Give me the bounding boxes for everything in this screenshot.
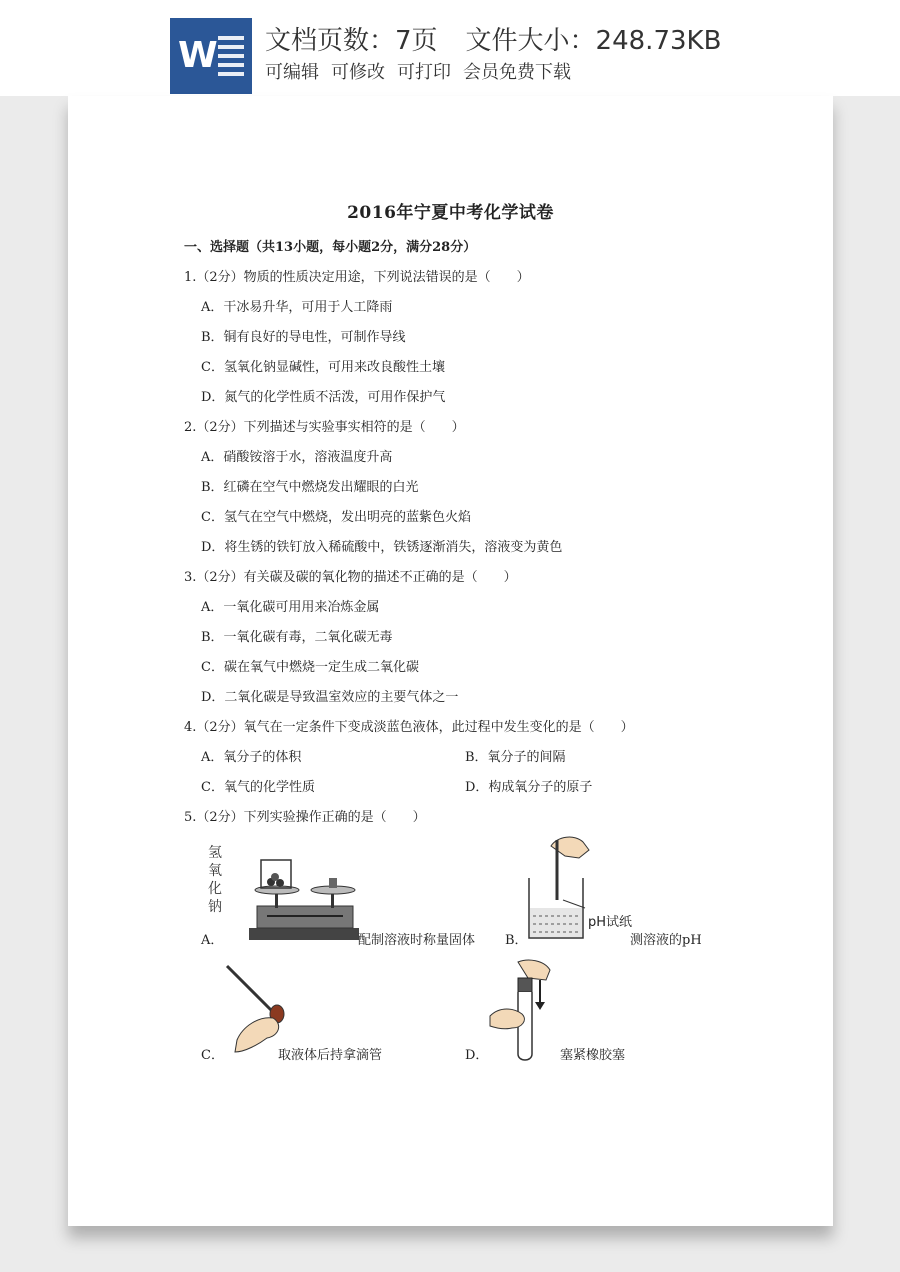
- question-5-option-b-letter: B．: [505, 933, 528, 948]
- question-3-option-b: B．一氧化碳有毒，二氧化碳无毒: [201, 630, 393, 645]
- question-3-stem: 3.（2分）有关碳及碳的氧化物的描述不正确的是（ ）: [184, 570, 517, 585]
- question-3-option-d: D．二氧化碳是导致温室效应的主要气体之一: [201, 690, 459, 705]
- feature-editable: 可编辑: [265, 62, 319, 83]
- question-2-stem: 2.（2分）下列描述与实验事实相符的是（ ）: [184, 420, 465, 435]
- word-logo-letter: W: [178, 35, 218, 76]
- section-heading: 一、选择题（共13小题，每小题2分，满分28分）: [184, 240, 477, 255]
- feature-modifiable: 可修改: [331, 62, 385, 83]
- question-5-stem: 5.（2分）下列实验操作正确的是（ ）: [184, 810, 426, 825]
- feature-list: [265, 58, 583, 84]
- document-page: [68, 96, 833, 1226]
- file-size: 文件大小：248.73KB: [465, 26, 722, 56]
- question-5-option-c-caption: 取液体后持拿滴管: [278, 1048, 383, 1063]
- question-2-option-c: C．氢气在空气中燃烧，发出明亮的蓝紫色火焰: [201, 510, 471, 525]
- feature-member-download: 会员免费下载: [463, 62, 571, 83]
- question-1-option-a: A．干冰易升华，可用于人工降雨: [201, 300, 393, 315]
- question-5-option-d-letter: D．: [465, 1048, 489, 1063]
- dropper-hand-image: [223, 964, 308, 1056]
- feature-printable: 可打印: [397, 62, 451, 83]
- balance-scale-image: [243, 848, 363, 944]
- word-document-icon: [170, 18, 252, 94]
- question-5-option-b-caption: 测溶液的pH: [630, 933, 702, 948]
- page-count: 文档页数：7页: [265, 26, 438, 56]
- question-1-stem: 1.（2分）物质的性质决定用途，下列说法错误的是（ ）: [184, 270, 530, 285]
- label-char-4: 钠: [208, 899, 222, 915]
- question-4-option-c: C．氧气的化学性质: [201, 780, 315, 795]
- label-char-3: 化: [208, 881, 222, 897]
- question-2-option-b: B．红磷在空气中燃烧发出耀眼的白光: [201, 480, 419, 495]
- ph-paper-label: pH试纸: [588, 915, 633, 930]
- question-2-option-d: D．将生锈的铁钉放入稀硫酸中，铁锈逐渐消失，溶液变为黄色: [201, 540, 563, 555]
- document-lines-icon: [218, 36, 244, 78]
- file-info: [265, 20, 749, 57]
- question-4-option-b: B．氧分子的间隔: [465, 750, 566, 765]
- download-banner: [0, 0, 900, 96]
- question-4-stem: 4.（2分）氧气在一定条件下变成淡蓝色液体，此过程中发生变化的是（ ）: [184, 720, 634, 735]
- question-4-option-d: D．构成氧分子的原子: [465, 780, 593, 795]
- question-4-option-a: A．氧分子的体积: [201, 750, 302, 765]
- question-5-option-a-caption: 配制溶液时称量固体: [358, 933, 476, 948]
- question-3-option-c: C．碳在氧气中燃烧一定生成二氧化碳: [201, 660, 419, 675]
- question-5-option-a-letter: A．: [201, 933, 224, 948]
- page-title: 2016年宁夏中考化学试卷: [347, 203, 554, 223]
- label-char-2: 氧: [208, 863, 222, 879]
- question-5-option-d-caption: 塞紧橡胶塞: [560, 1048, 626, 1063]
- question-1-option-d: D．氮气的化学性质不活泼，可用作保护气: [201, 390, 446, 405]
- question-3-option-a: A．一氧化碳可用用来冶炼金属: [201, 600, 380, 615]
- question-1-option-c: C．氢氧化钠显碱性，可用来改良酸性土壤: [201, 360, 445, 375]
- label-char-1: 氢: [208, 845, 222, 861]
- question-1-option-b: B．铜有良好的导电性，可制作导线: [201, 330, 406, 345]
- sodium-hydroxide-label: [208, 844, 228, 924]
- question-5-option-c-letter: C．: [201, 1048, 224, 1063]
- question-2-option-a: A．硝酸铵溶于水，溶液温度升高: [201, 450, 393, 465]
